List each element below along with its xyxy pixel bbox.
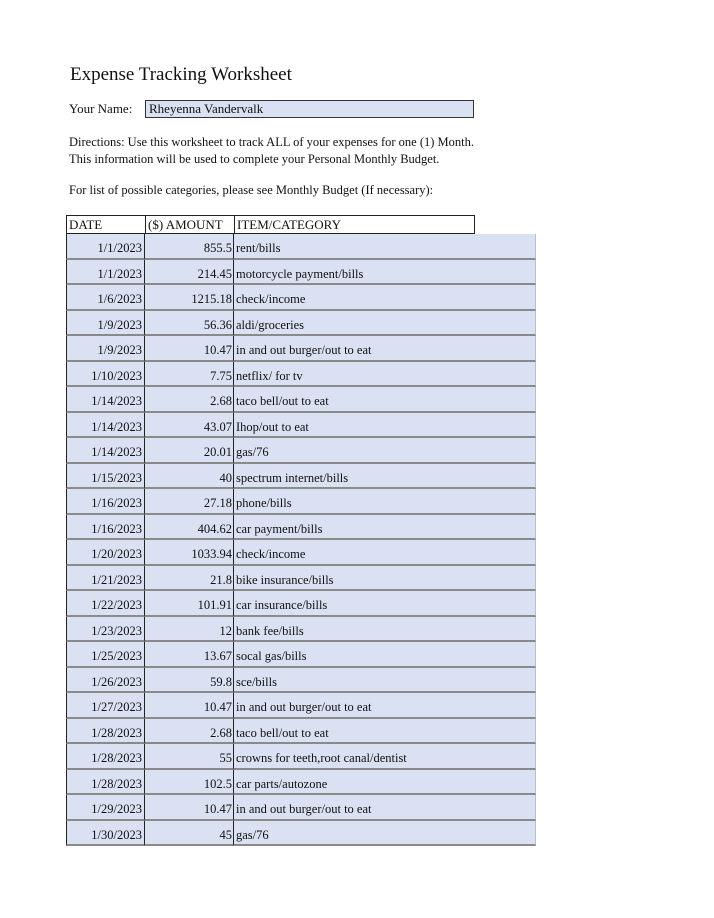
table-row: [66, 438, 536, 464]
date-cell[interactable]: 1/16/2023: [66, 489, 145, 515]
table-row: [66, 311, 536, 337]
item-category-cell[interactable]: car payment/bills: [234, 515, 536, 541]
table-row: [66, 770, 536, 796]
table-row: [66, 515, 536, 541]
item-category-cell[interactable]: check/income: [234, 285, 536, 311]
amount-cell[interactable]: 12: [145, 617, 234, 643]
item-category-cell[interactable]: spectrum internet/bills: [234, 464, 536, 490]
item-category-cell[interactable]: Ihop/out to eat: [234, 413, 536, 439]
date-cell[interactable]: 1/14/2023: [66, 438, 145, 464]
header-amount: ($) AMOUNT: [145, 215, 234, 234]
header-date: DATE: [66, 215, 145, 234]
table-row: [66, 464, 536, 490]
table-row: [66, 387, 536, 413]
item-category-cell[interactable]: bike insurance/bills: [234, 566, 536, 592]
item-category-cell[interactable]: taco bell/out to eat: [234, 387, 536, 413]
date-cell[interactable]: 1/25/2023: [66, 642, 145, 668]
name-row: [69, 99, 474, 119]
amount-cell[interactable]: 2.68: [145, 719, 234, 745]
amount-cell[interactable]: 2.68: [145, 387, 234, 413]
item-category-cell[interactable]: gas/76: [234, 438, 536, 464]
amount-cell[interactable]: 59.8: [145, 668, 234, 694]
table-row: [66, 413, 536, 439]
table-row: [66, 566, 536, 592]
date-cell[interactable]: 1/16/2023: [66, 515, 145, 541]
expense-table: [66, 215, 536, 846]
table-body: [66, 234, 536, 846]
directions: [69, 134, 474, 168]
item-category-cell[interactable]: sce/bills: [234, 668, 536, 694]
table-row: [66, 336, 536, 362]
table-row: [66, 617, 536, 643]
worksheet-title: Expense Tracking Worksheet: [70, 64, 292, 85]
table-row: [66, 234, 536, 260]
date-cell[interactable]: 1/26/2023: [66, 668, 145, 694]
date-cell[interactable]: 1/29/2023: [66, 795, 145, 821]
date-cell[interactable]: 1/28/2023: [66, 744, 145, 770]
item-category-cell[interactable]: socal gas/bills: [234, 642, 536, 668]
table-row: [66, 362, 536, 388]
item-category-cell[interactable]: motorcycle payment/bills: [234, 260, 536, 286]
item-category-cell[interactable]: phone/bills: [234, 489, 536, 515]
date-cell[interactable]: 1/22/2023: [66, 591, 145, 617]
amount-cell[interactable]: 56.36: [145, 311, 234, 337]
header-item-category: ITEM/CATEGORY: [234, 215, 475, 234]
amount-cell[interactable]: 101.91: [145, 591, 234, 617]
date-cell[interactable]: 1/6/2023: [66, 285, 145, 311]
date-cell[interactable]: 1/15/2023: [66, 464, 145, 490]
table-row: [66, 591, 536, 617]
item-category-cell[interactable]: car insurance/bills: [234, 591, 536, 617]
table-header: [66, 215, 536, 234]
amount-cell[interactable]: 7.75: [145, 362, 234, 388]
amount-cell[interactable]: 214.45: [145, 260, 234, 286]
amount-cell[interactable]: 20.01: [145, 438, 234, 464]
amount-cell[interactable]: 55: [145, 744, 234, 770]
amount-cell[interactable]: 21.8: [145, 566, 234, 592]
item-category-cell[interactable]: in and out burger/out to eat: [234, 336, 536, 362]
item-category-cell[interactable]: in and out burger/out to eat: [234, 795, 536, 821]
name-label: Your Name:: [69, 101, 133, 116]
date-cell[interactable]: 1/10/2023: [66, 362, 145, 388]
amount-cell[interactable]: 10.47: [145, 336, 234, 362]
table-row: [66, 821, 536, 847]
date-cell[interactable]: 1/1/2023: [66, 234, 145, 260]
item-category-cell[interactable]: in and out burger/out to eat: [234, 693, 536, 719]
date-cell[interactable]: 1/14/2023: [66, 387, 145, 413]
table-row: [66, 668, 536, 694]
date-cell[interactable]: 1/27/2023: [66, 693, 145, 719]
amount-cell[interactable]: 40: [145, 464, 234, 490]
amount-cell[interactable]: 10.47: [145, 693, 234, 719]
table-row: [66, 642, 536, 668]
table-row: [66, 489, 536, 515]
table-row: [66, 260, 536, 286]
item-category-cell[interactable]: rent/bills: [234, 234, 536, 260]
item-category-cell[interactable]: crowns for teeth,root canal/dentist: [234, 744, 536, 770]
date-cell[interactable]: 1/1/2023: [66, 260, 145, 286]
amount-cell[interactable]: 27.18: [145, 489, 234, 515]
date-cell[interactable]: 1/9/2023: [66, 336, 145, 362]
item-category-cell[interactable]: taco bell/out to eat: [234, 719, 536, 745]
amount-cell[interactable]: 13.67: [145, 642, 234, 668]
amount-cell[interactable]: 43.07: [145, 413, 234, 439]
table-row: [66, 285, 536, 311]
item-category-cell[interactable]: bank fee/bills: [234, 617, 536, 643]
directions-line-1: Directions: Use this worksheet to track ALL of your expenses for one (1) Month.: [69, 135, 474, 149]
date-cell[interactable]: 1/20/2023: [66, 540, 145, 566]
table-row: [66, 540, 536, 566]
date-cell[interactable]: 1/28/2023: [66, 719, 145, 745]
categories-note: For list of possible categories, please see Monthly Budget (If necessary):: [69, 183, 434, 197]
date-cell[interactable]: 1/14/2023: [66, 413, 145, 439]
amount-cell[interactable]: 1215.18: [145, 285, 234, 311]
date-cell[interactable]: 1/28/2023: [66, 770, 145, 796]
amount-cell[interactable]: 10.47: [145, 795, 234, 821]
date-cell[interactable]: 1/21/2023: [66, 566, 145, 592]
table-row: [66, 744, 536, 770]
amount-cell[interactable]: 404.62: [145, 515, 234, 541]
date-cell[interactable]: 1/23/2023: [66, 617, 145, 643]
date-cell[interactable]: 1/30/2023: [66, 821, 145, 847]
item-category-cell[interactable]: car parts/autozone: [234, 770, 536, 796]
item-category-cell[interactable]: check/income: [234, 540, 536, 566]
amount-cell[interactable]: 45: [145, 821, 234, 847]
table-row: [66, 693, 536, 719]
amount-cell[interactable]: 102.5: [145, 770, 234, 796]
table-row: [66, 719, 536, 745]
name-field[interactable]: Rheyenna Vandervalk: [145, 100, 474, 118]
directions-line-2: This information will be used to complete your Personal Monthly Budget.: [69, 152, 440, 166]
amount-cell[interactable]: 1033.94: [145, 540, 234, 566]
item-category-cell[interactable]: aldi/groceries: [234, 311, 536, 337]
date-cell[interactable]: 1/9/2023: [66, 311, 145, 337]
amount-cell[interactable]: 855.5: [145, 234, 234, 260]
item-category-cell[interactable]: gas/76: [234, 821, 536, 847]
table-row: [66, 795, 536, 821]
item-category-cell[interactable]: netflix/ for tv: [234, 362, 536, 388]
